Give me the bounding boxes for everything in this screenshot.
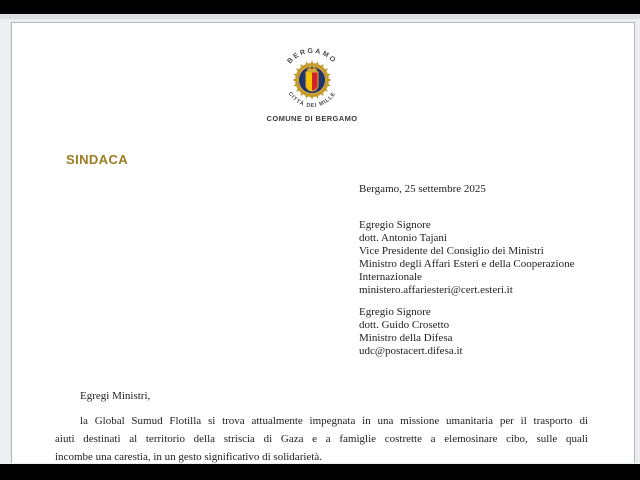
recipient-line: Egregio Signore — [359, 219, 431, 231]
org-name: COMUNE DI BERGAMO — [266, 114, 358, 123]
top-letterbox-bar — [0, 0, 640, 14]
bergamo-seal-icon — [280, 48, 344, 112]
bottom-letterbox-bar — [0, 464, 640, 480]
recipient-line: Ministro degli Affari Esteri e della Cooperazione — [359, 258, 575, 270]
body-line: la Global Sumud Flotilla si trova attualmente impegnata in una missione umanitaria per il trasporto di — [80, 415, 588, 427]
body-paragraph — [55, 412, 588, 466]
recipient-block-1 — [359, 219, 621, 297]
salutation: Egregi Ministri, — [80, 390, 151, 402]
body-line: aiuti destinati al territorio della striscia di Gaza e a famiglie costrette a elemosinare cibo, sulle quali — [55, 433, 588, 445]
seal-top-arc-text: BERGAMO — [286, 48, 338, 66]
body-line: incombe una carestia, in un gesto significativo di solidarietà. — [55, 451, 322, 463]
recipient-line: dott. Antonio Tajani — [359, 232, 447, 244]
recipient-line: Ministro della Difesa — [359, 332, 453, 344]
recipient-line: Egregio Signore — [359, 306, 431, 318]
recipient-line: Vice Presidente del Consiglio dei Ministri — [359, 245, 544, 257]
recipient-email: udc@postacert.difesa.it — [359, 345, 463, 357]
recipient-block-2 — [359, 306, 621, 358]
seal-bottom-arc-text: CITTÀ DEI MILLE — [286, 91, 338, 110]
recipient-line: dott. Guido Crosetto — [359, 319, 450, 331]
recipient-email: ministero.affariesteri@cert.esteri.it — [359, 284, 513, 296]
document-viewport — [0, 14, 640, 464]
recipient-line: Internazionale — [359, 271, 422, 283]
dateline: Bergamo, 25 settembre 2025 — [359, 183, 486, 195]
role-title: SINDACA — [66, 152, 129, 167]
document-page — [11, 22, 635, 463]
